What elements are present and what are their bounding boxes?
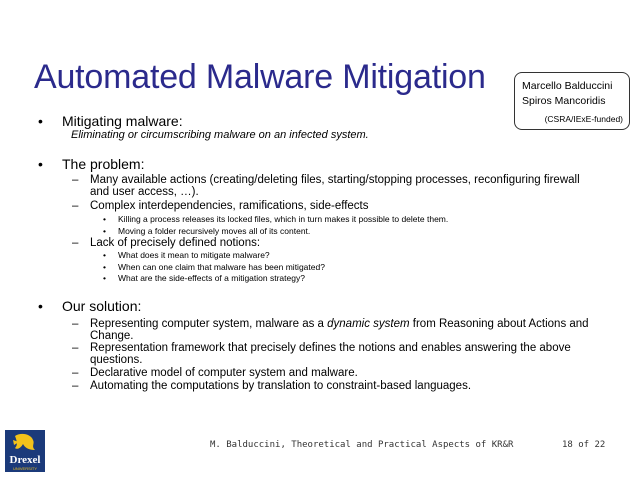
dash-text: and user access, …). — [90, 186, 199, 198]
dash-mark: – — [72, 342, 79, 354]
emphasis-text: dynamic system — [327, 318, 410, 330]
bullet-mark: • — [103, 226, 106, 236]
dash-text-part: from Reasoning about Actions and — [409, 318, 589, 330]
dash-mark: – — [72, 174, 79, 186]
logo-wordmark: Drexel — [9, 454, 41, 466]
author-name: Spiros Mancoridis — [522, 95, 606, 107]
bullet-text: The problem: — [62, 156, 145, 172]
sub-bullet-text: What does it mean to mitigate malware? — [118, 250, 270, 260]
bullet-mark: • — [103, 273, 106, 283]
bullet-mark: • — [103, 214, 106, 224]
dash-text: questions. — [90, 354, 143, 366]
definition-text: Eliminating or circumscribing malware on an infected system. — [71, 129, 369, 141]
dash-mark: – — [72, 200, 79, 212]
sub-bullet-text: Killing a process releases its locked files, which in turn makes it possible to delete them. — [118, 214, 449, 224]
bullet-mark: • — [38, 156, 43, 172]
dash-text-part: Representing computer system, malware as a — [90, 318, 328, 330]
dash-text: Complex interdependencies, ramifications, side-effects — [90, 200, 369, 212]
dash-text — [90, 318, 589, 330]
bullet-mark: • — [103, 250, 106, 260]
funding-note: (CSRA/IExE-funded) — [544, 114, 623, 124]
footer-text: M. Balduccini, Theoretical and Practical Aspects of KR&R — [210, 440, 514, 450]
dash-text: Lack of precisely defined notions: — [90, 237, 261, 249]
dash-text: Representation framework that precisely defines the notions and enables answering the above — [90, 342, 571, 354]
dash-mark: – — [72, 367, 79, 379]
dash-mark: – — [72, 380, 79, 392]
dash-text: Change. — [90, 330, 134, 342]
dash-mark: – — [72, 237, 79, 249]
sub-bullet-text: When can one claim that malware has been mitigated? — [118, 262, 325, 272]
sub-bullet-text: What are the side-effects of a mitigation strategy? — [118, 273, 305, 283]
bullet-text: Mitigating malware: — [62, 113, 183, 129]
bullet-text: Our solution: — [62, 298, 142, 314]
dash-mark: – — [72, 318, 79, 330]
bullet-mark: • — [103, 262, 106, 272]
dash-text: Automating the computations by translation to constraint-based languages. — [90, 380, 472, 392]
logo-subtitle: UNIVERSITY — [12, 466, 38, 471]
sub-bullet-text: Moving a folder recursively moves all of its content. — [118, 226, 311, 236]
author-name: Marcello Balduccini — [522, 80, 613, 92]
dash-text: Many available actions (creating/deleting files, starting/stopping processes, reconfiguring firewall — [90, 174, 580, 186]
bullet-mark: • — [38, 298, 43, 314]
page-number: 18 of 22 — [562, 440, 606, 450]
drexel-logo — [5, 430, 45, 472]
bullet-mark: • — [38, 113, 43, 129]
author-box — [514, 72, 630, 130]
slide-title: Automated Malware Mitigation — [34, 58, 486, 96]
dash-text: Declarative model of computer system and malware. — [90, 367, 358, 379]
